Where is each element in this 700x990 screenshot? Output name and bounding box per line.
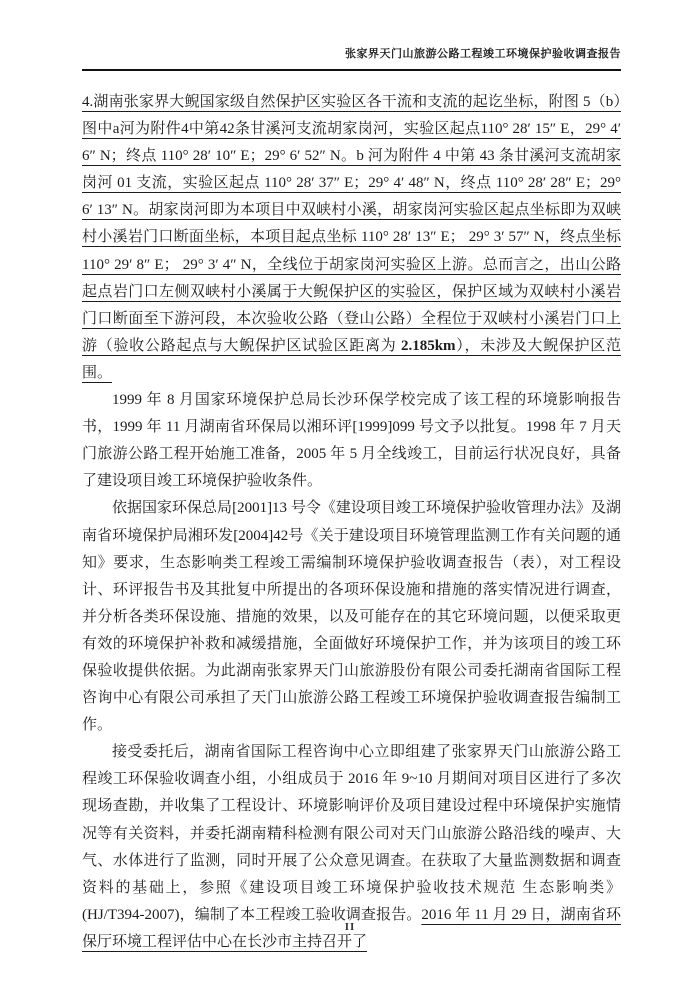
paragraph-eia-approval-history: 1999 年 8 月国家环境保护总局长沙环保学校完成了该工程的环境影响报告书，1999 年 11 月湖南省环保局以湘环评[1999]099 号文予以批复。1998 年 7 月天门旅游公路工程开始施工准备，2005 年 5 月全线竣工，目前运行状况良好，具备了建设项目竣工环境保护验收条件。: [82, 392, 621, 490]
paragraph-reserve-coordinates: [82, 89, 621, 387]
document-body: [82, 89, 621, 956]
paragraph-regulation-basis: 依据国家环保总局[2001]13 号令《建设项目竣工环境保护验收管理办法》及湖南省环境保护局湘环发[2004]42号《关于建设项目环境管理监测工作有关问题的通知》要求，生态影响类工程竣工需编制环境保护验收调查报告（表），对工程设计、环评报告书及其批复中所提出的各项环保设施和措施的落实情况进行调查，并分析各类环保设施、措施的效果，以及可能存在的其它环境问题，以便采取更有效的环境保护补救和减缓措施，全面做好环境保护工作，并为该项目的竣工环保验收提供依据。为此湖南张家界天门山旅游股份有限公司委托湖南省国际工程咨询中心有限公司承担了天门山旅游公路工程竣工环境保护验收调查报告编制工作。: [82, 500, 621, 734]
page-footer: [0, 921, 700, 933]
page-header: [82, 0, 621, 71]
p1-distance-value: 2.185km: [400, 337, 456, 354]
p1-text-before-bold: 4.湖南张家界大鲵国家级自然保护区实验区各干流和支流的起讫坐标，附图 5（b）图中a河为附件4中第42条甘溪河支流胡家岗河，实验区起点110° 28′ 15″ E，29° 4′ 6″ N；终点 110° 28′ 10″ E；29° 6′ 52″ N。b 河为附件 4 中第 43 条甘溪河支流胡家岗河 01 支流，实验区起点 110° 28′ 37″ E；29° 4′ 48″ N，终点 110° 28′ 28″ E；29° 6′ 13″ N。胡家岗河即为本项目中双峡村小溪，胡家岗河实验区起点坐标即为双峡村小溪岩门口断面坐标，本项目起点坐标 110° 28′ 13″ E； 29° 3′ 57″ N，终点坐标 110° 29′ 8″ E； 29° 3′ 4″ N，全线位于胡家岗河实验区上游。总而言之，出山公路起点岩门口左侧双峡村小溪属于大鲵保护区的实验区，保护区域为双峡村小溪岩门口断面至下游河段，本次验收公路（登山公路）全程位于双峡村小溪岩门口上游（验收公路起点与大鲵保护区试验区距离为: [82, 94, 621, 354]
p4-text-normal: 接受委托后，湖南省国际工程咨询中心立即组建了张家界天门山旅游公路工程竣工环保验收调查小组，小组成员于 2016 年 9~10 月期间对项目区进行了多次现场查勘，并收集了工程设计、环境影响评价及项目建设过程中环境保护实施情况等有关资料，并委托湖南精科检测有限公司对天门山旅游公路沿线的噪声、大气、水体进行了监测，同时开展了公众意见调查。在获取了大量监测数据和调查资料的基础上，参照《建设项目竣工环境保护验收技术规范 生态影响类》(HJ/T394-2007)，编制了本工程竣工验收调查报告。: [82, 744, 621, 923]
running-header-title: 张家界天门山旅游公路工程竣工环境保护验收调查报告: [345, 48, 621, 60]
page-number: II: [344, 921, 356, 933]
header-rule: [82, 69, 621, 71]
p1-text-after-bold: ），未涉及大鲵保护区范围。: [82, 337, 621, 381]
p4-text-underlined: 2016 年 11 月 29 日，湖南省环保厅环境工程评估中心在长沙市主持召开了: [82, 906, 621, 950]
